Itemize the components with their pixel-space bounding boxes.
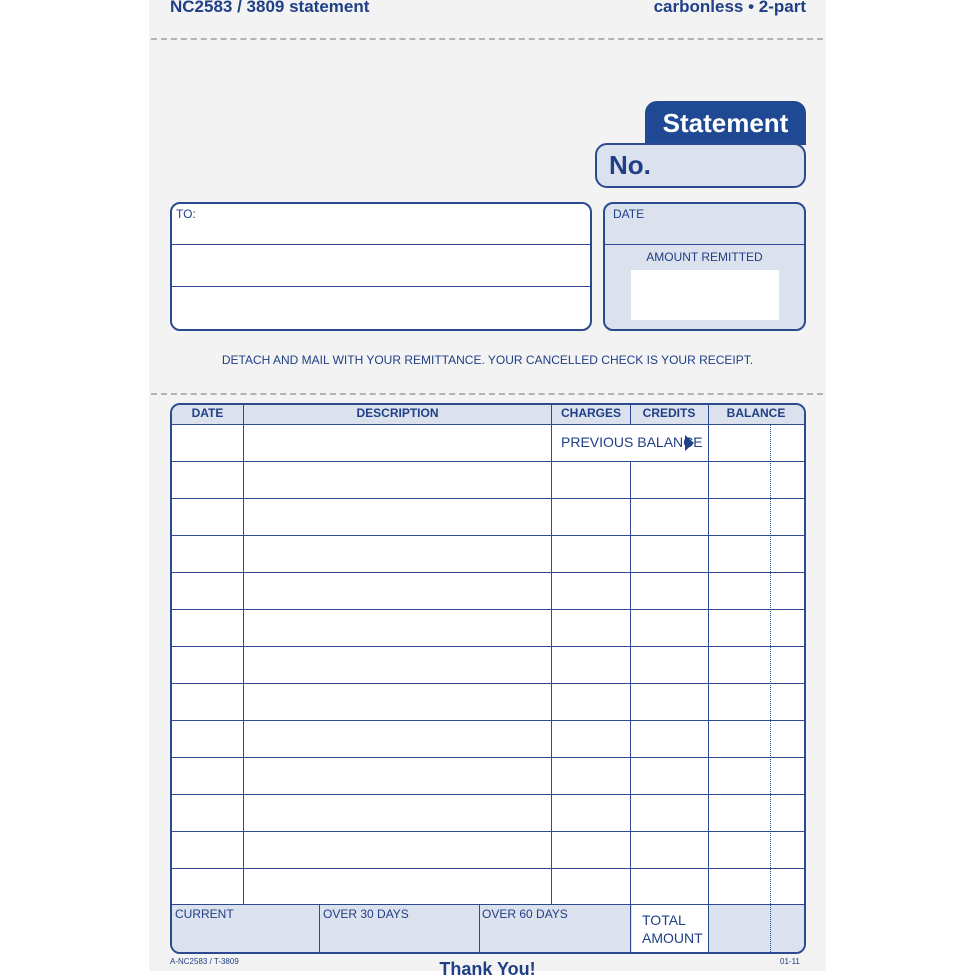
total-label-line1: TOTAL	[642, 912, 686, 928]
row-line	[172, 904, 804, 905]
aging-divider	[630, 904, 631, 952]
row-line	[172, 535, 804, 536]
col-line	[243, 405, 244, 904]
address-line-2	[172, 286, 590, 287]
col-date: DATE	[191, 406, 224, 420]
row-line	[172, 424, 804, 425]
form-title: NC2583 / 3809 statement	[170, 0, 370, 16]
perforation-middle	[151, 393, 823, 395]
ledger-table	[170, 403, 806, 954]
col-line	[708, 405, 709, 952]
to-label: TO:	[176, 207, 196, 221]
form-type: carbonless • 2-part	[653, 0, 806, 16]
col-credits: CREDITS	[642, 406, 696, 420]
address-box	[170, 202, 592, 331]
row-line	[172, 609, 804, 610]
thank-you: Thank You!	[439, 959, 536, 979]
revision-code: 01-11	[780, 957, 800, 966]
row-line	[172, 868, 804, 869]
cents-divider	[770, 424, 771, 952]
amount-remitted-label: AMOUNT REMITTED	[646, 250, 763, 264]
remit-divider	[605, 244, 804, 245]
col-charges: CHARGES	[560, 406, 621, 420]
col-line	[551, 405, 552, 904]
address-line-1	[172, 244, 590, 245]
col-description: DESCRIPTION	[356, 406, 439, 420]
statement-number-field[interactable]	[595, 143, 806, 188]
row-line	[172, 646, 804, 647]
col-line	[630, 405, 631, 424]
row-line	[172, 757, 804, 758]
row-line	[172, 794, 804, 795]
aging-divider	[319, 904, 320, 952]
row-line	[172, 831, 804, 832]
total-label-line2: AMOUNT	[642, 930, 703, 946]
row-line	[172, 572, 804, 573]
number-label: No.	[609, 150, 651, 180]
remit-box	[603, 202, 806, 331]
amount-remitted-field[interactable]	[631, 270, 779, 320]
row-line	[172, 720, 804, 721]
previous-balance-label: PREVIOUS BALANCE	[561, 434, 703, 450]
col-line	[630, 461, 631, 904]
aging-divider	[479, 904, 480, 952]
statement-title: Statement	[645, 101, 806, 145]
aging-over-60: OVER 60 DAYS	[482, 907, 568, 921]
row-line	[172, 498, 804, 499]
form-code: A-NC2583 / T-3809	[170, 957, 239, 966]
row-line	[172, 683, 804, 684]
detach-note: DETACH AND MAIL WITH YOUR REMITTANCE. YOUR CANCELLED CHECK IS YOUR RECEIPT.	[221, 353, 754, 367]
perforation-top	[151, 38, 823, 40]
row-line	[172, 461, 804, 462]
arrow-right-icon	[685, 435, 694, 451]
aging-current: CURRENT	[175, 907, 234, 921]
col-balance: BALANCE	[726, 406, 786, 420]
aging-over-30: OVER 30 DAYS	[323, 907, 409, 921]
date-label: DATE	[613, 207, 645, 221]
